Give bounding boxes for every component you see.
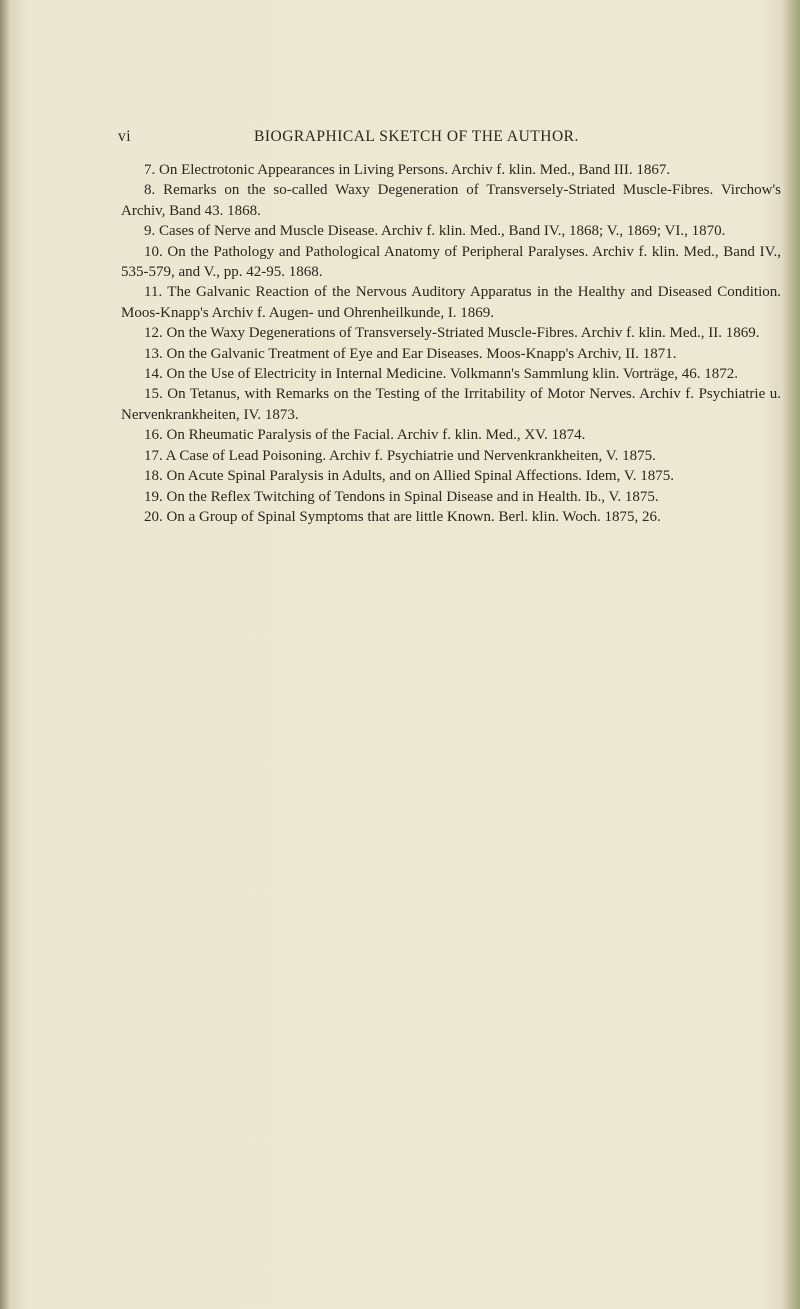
- bibliography-entry: 11. The Galvanic Reaction of the Nervous Auditory Apparatus in the Healthy and Diseased Condition. Moos-Knapp's Archiv f. Augen- und Ohrenheilkunde, I. 1869.: [121, 284, 781, 321]
- bibliography-entry: 7. On Electrotonic Appearances in Living Persons. Archiv f. klin. Med., Band III. 1867.: [144, 162, 671, 178]
- bibliography-entry: 20. On a Group of Spinal Symptoms that are little Known. Berl. klin. Woch. 1875, 26.: [144, 508, 661, 525]
- page-right-edge: [782, 0, 800, 1309]
- bibliography-entry: 19. On the Reflex Twitching of Tendons in Spinal Disease and in Health. Ib., V. 1875.: [144, 488, 659, 505]
- page-left-edge: [0, 0, 10, 1309]
- bibliography-entry: 8. Remarks on the so-called Waxy Degeneration of Transversely-Striated Muscle-Fibres. Virchow's Archiv, Band 43. 1868.: [121, 182, 781, 219]
- bibliography-entry: 12. On the Waxy Degenerations of Transversely-Striated Muscle-Fibres. Archiv f. klin. Med., II. 1869.: [144, 325, 760, 342]
- bibliography-entry: 18. On Acute Spinal Paralysis in Adults, and on Allied Spinal Affections. Idem, V. 1875.: [144, 468, 674, 485]
- page-number: vi: [118, 128, 132, 145]
- bibliography-entry: 17. A Case of Lead Poisoning. Archiv f. Psychiatrie und Nervenkrankheiten, V. 1875.: [144, 447, 656, 464]
- bibliography-entry: 16. On Rheumatic Paralysis of the Facial. Archiv f. klin. Med., XV. 1874.: [144, 427, 586, 444]
- bibliography-list: [121, 160, 781, 527]
- bibliography-entry: 13. On the Galvanic Treatment of Eye and Ear Diseases. Moos-Knapp's Archiv, II. 1871.: [144, 345, 677, 362]
- page-header: [118, 128, 778, 152]
- bibliography-entry: 9. Cases of Nerve and Muscle Disease. Archiv f. klin. Med., Band IV., 1868; V., 1869; VI., 1870.: [144, 223, 726, 240]
- bibliography-entry: 10. On the Pathology and Pathological Anatomy of Peripheral Paralyses. Archiv f. klin. Med., Band IV., 535-579, and V., pp. 42-95. 1868.: [121, 243, 781, 281]
- bibliography-entry: 14. On the Use of Electricity in Internal Medicine. Volkmann's Sammlung klin. Vorträge, 46. 1872.: [144, 366, 739, 383]
- bibliography-entry: 15. On Tetanus, with Remarks on the Testing of the Irritability of Motor Nerves. Archiv f. Psychiatrie u. Nervenkrankheiten, IV. 1873.: [121, 386, 781, 423]
- running-head: BIOGRAPHICAL SKETCH OF THE AUTHOR.: [254, 128, 579, 145]
